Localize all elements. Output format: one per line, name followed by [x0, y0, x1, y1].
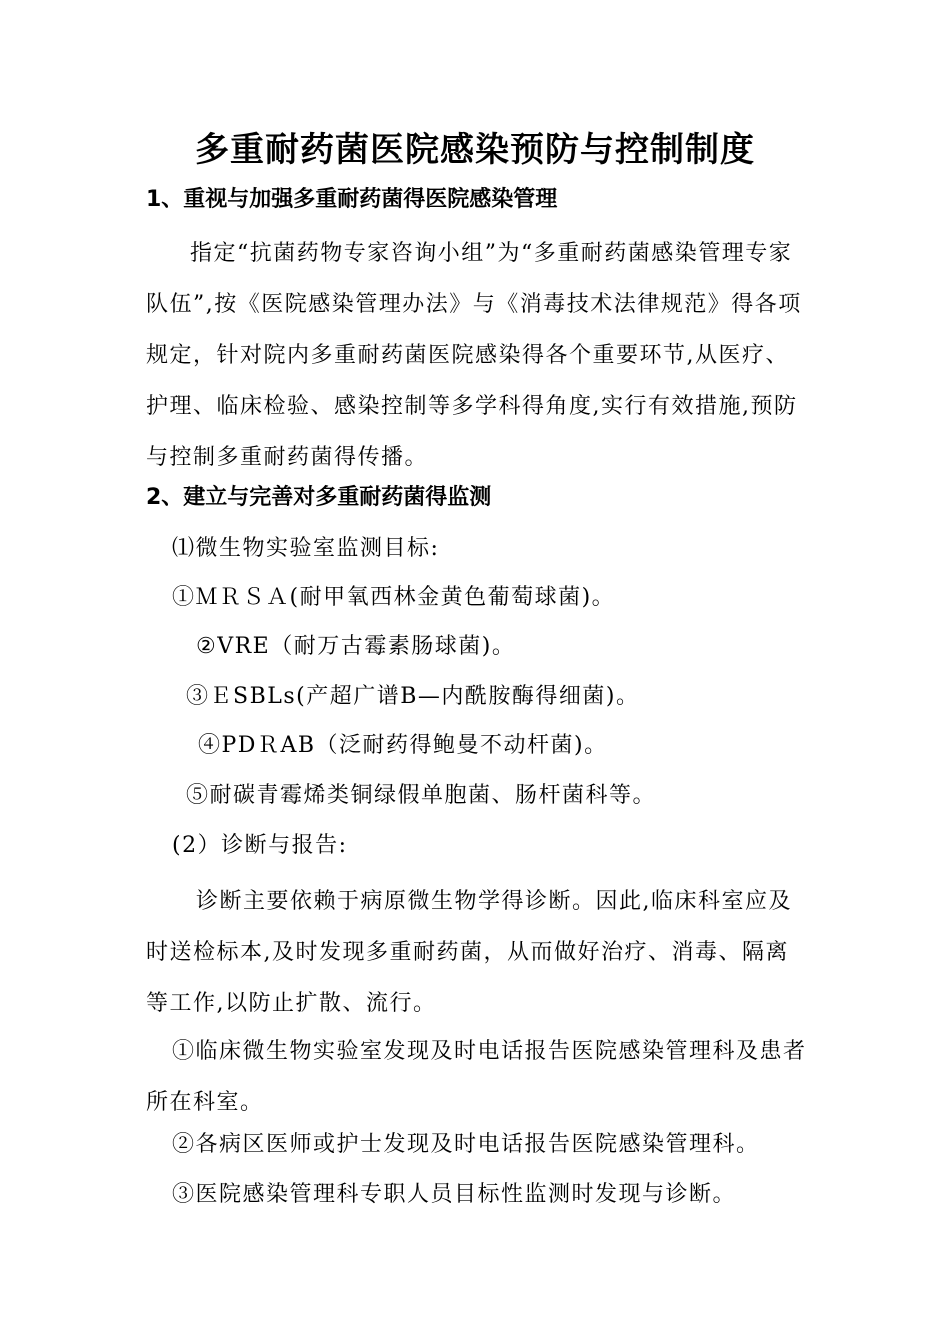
subsection-2-heading: (2）诊断与报告:	[172, 833, 348, 858]
report-item: ②各病区医师或护士发现及时电话报告医院感染管理科。	[172, 1132, 760, 1157]
list-item: ②VRE（耐万古霉素肠球菌)。	[196, 634, 516, 659]
document-title: 多重耐药菌医院感染预防与控制制度	[195, 130, 755, 170]
section-2-heading: 2、建立与完善对多重耐药菌得监测	[146, 485, 492, 510]
report-item: ③医院感染管理科专职人员目标性监测时发现与诊断。	[172, 1182, 737, 1207]
section-1-paragraph: 指定“抗菌药物专家咨询小组”为“多重耐药菌感染管理专家队伍”,按《医院感染管理办法》与《消毒技术法律规范》得各项规定，针对院内多重耐药菌医院感染得各个重要环节,从医疗、护理、临床检验、感染控制等多学科得角度,实行有效措施,预防与控制多重耐药菌得传播。	[146, 241, 802, 470]
list-item: ④PDＲAB（泛耐药得鲍曼不动杆菌)。	[198, 733, 608, 758]
report-item: ①临床微生物实验室发现及时电话报告医院感染管理科及患者所在科室。	[146, 1039, 807, 1115]
subsection-1-heading: ⑴微生物实验室监测目标:	[172, 536, 440, 561]
list-item: ⑤耐碳青霉烯类铜绿假单胞菌、肠杆菌科等。	[186, 783, 657, 808]
list-item: ①ＭＲＳＡ(耐甲氧西林金黄色葡萄球菌)。	[172, 585, 616, 610]
section-1-heading: 1、重视与加强多重耐药菌得医院感染管理	[146, 187, 558, 212]
list-item: ③ＥSBLs(产超广谱Β—内酰胺酶得细菌)。	[186, 684, 640, 709]
subsection-2-paragraph: 诊断主要依赖于病原微生物学得诊断。因此,临床科室应及时送检标本,及时发现多重耐药菌，从而做好治疗、消毒、隔离等工作,以防止扩散、流行。	[146, 889, 792, 1016]
